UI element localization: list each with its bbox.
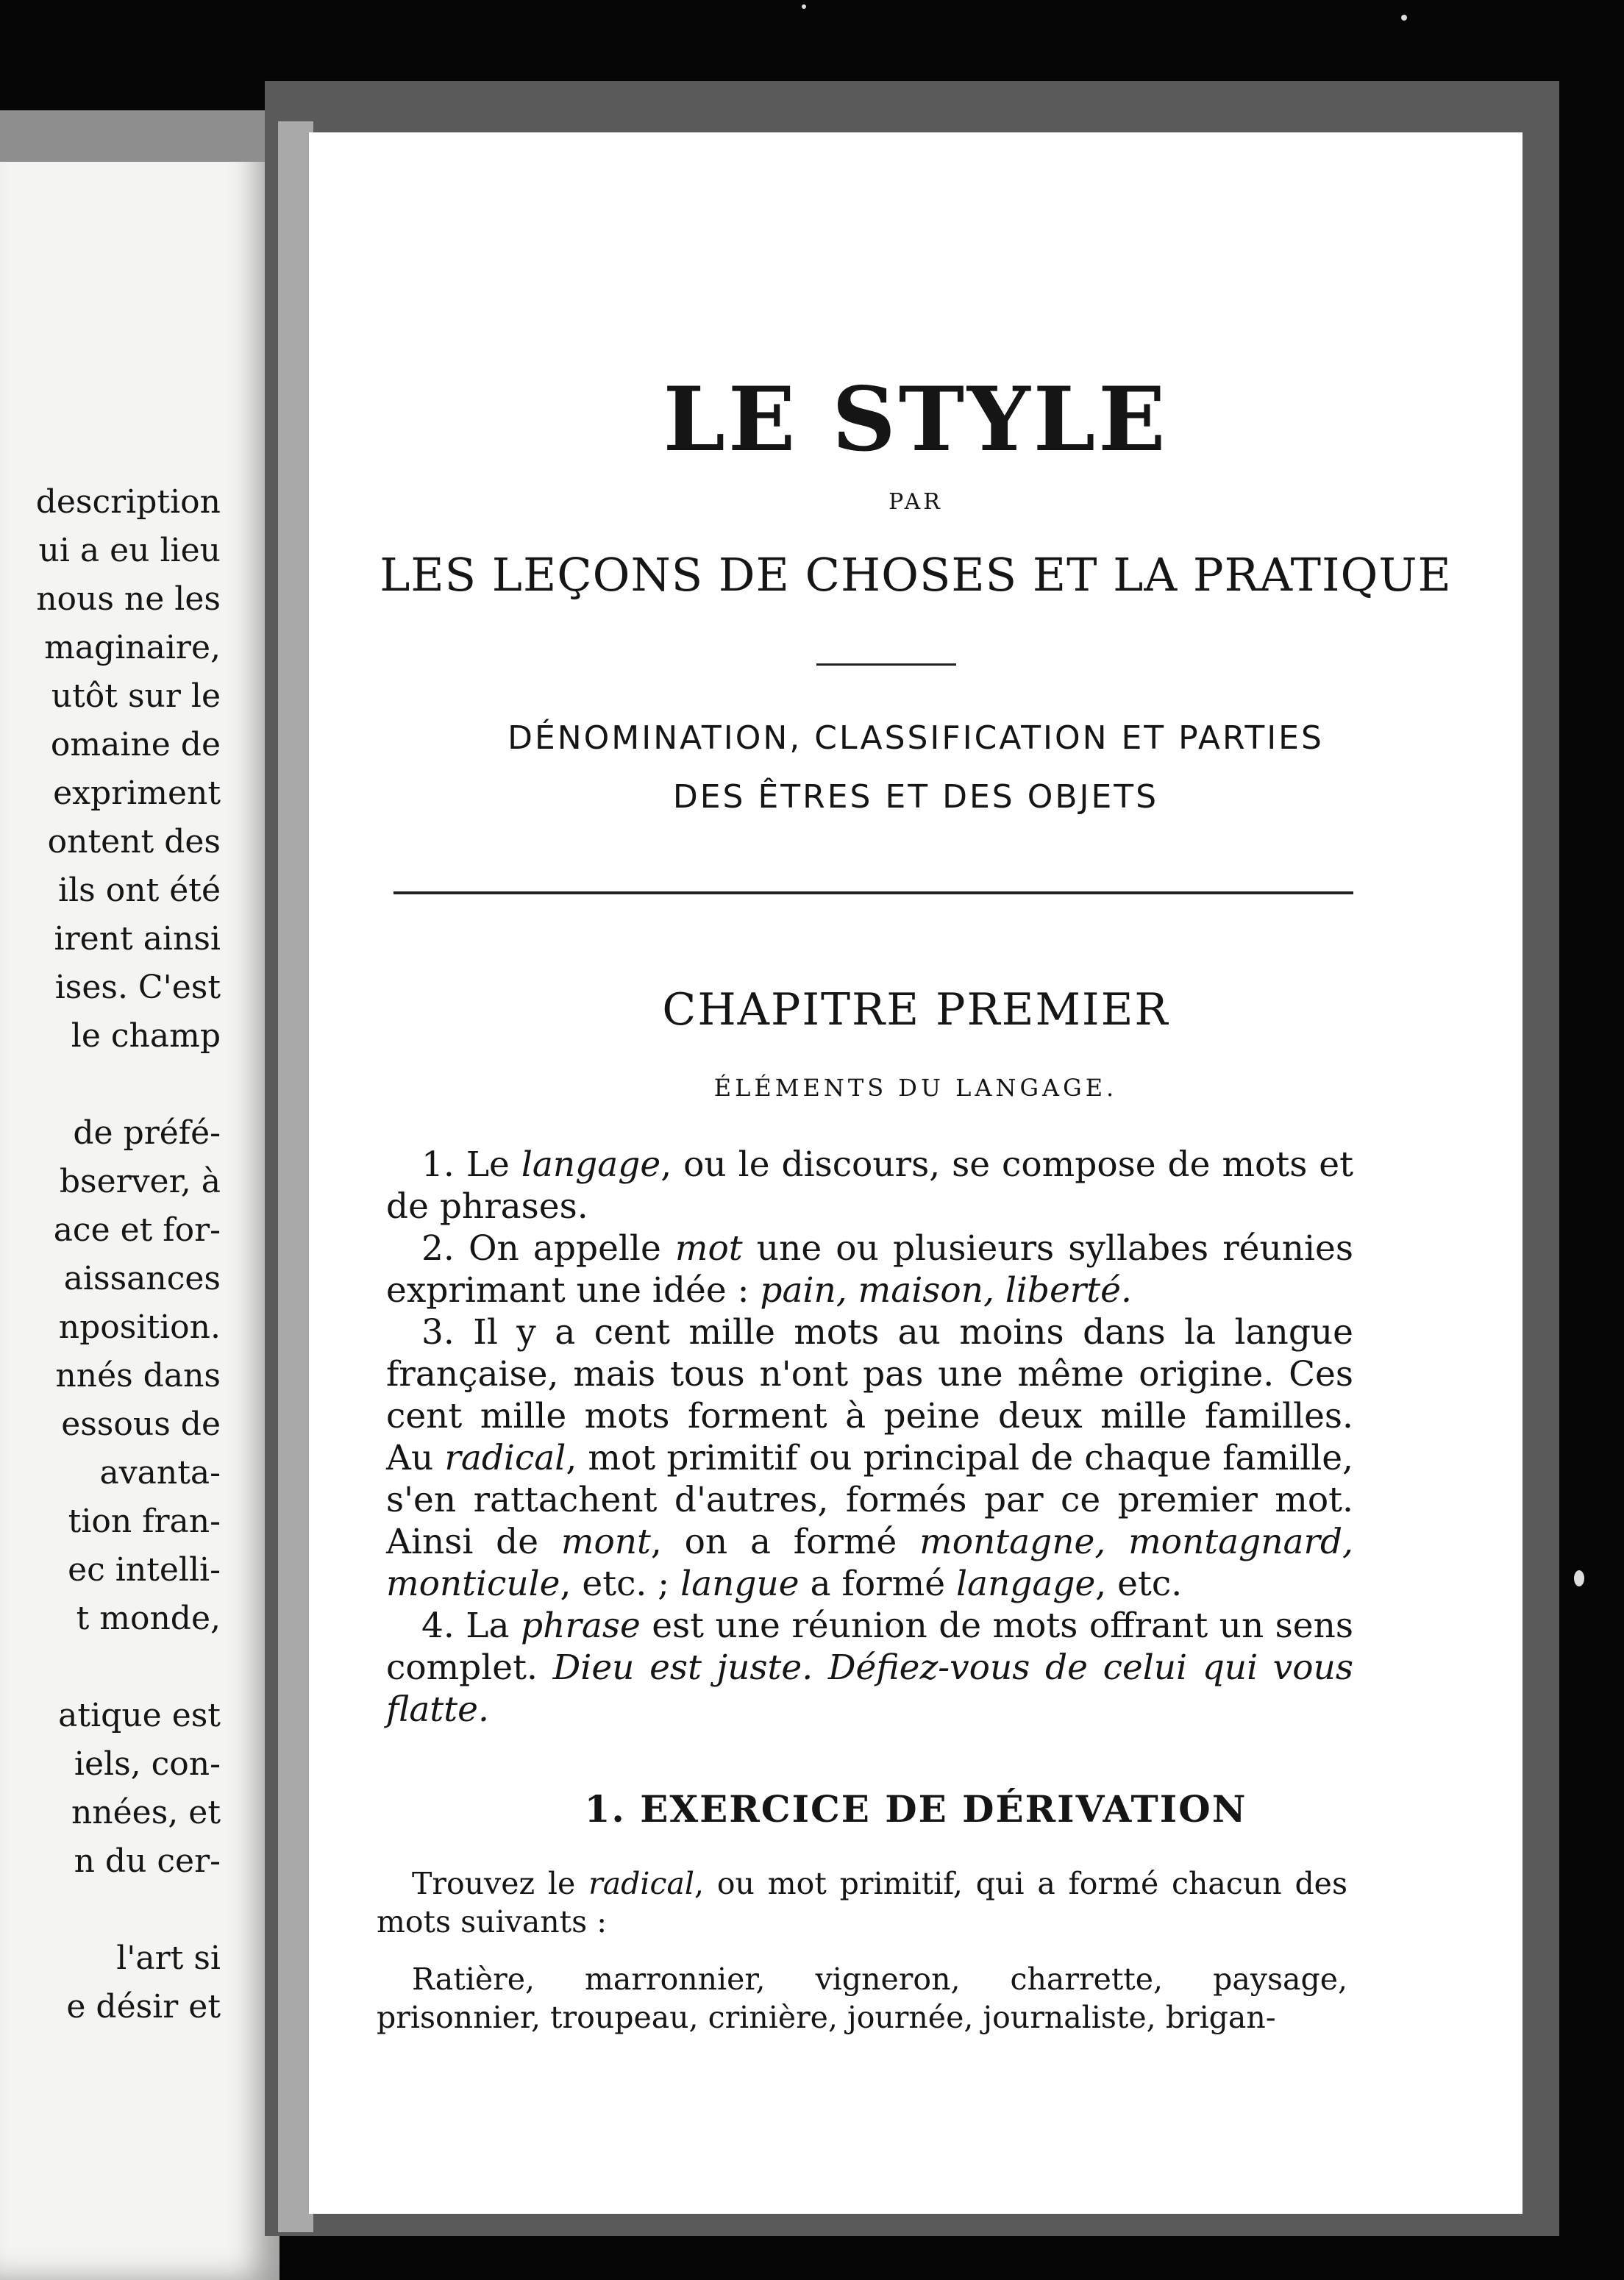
text-run: Trouvez le <box>412 1866 589 1901</box>
book-gutter <box>278 121 313 2232</box>
text-run: , on a formé <box>650 1522 920 1562</box>
paragraph-1 <box>386 1144 1353 1228</box>
text-run: 3. Il y a cent mille mots au moins dans la langue française, mais tous n'ont pas une même origine. Ces cent mille mots forment à peine deux mille familles. Au <box>386 1312 1353 1478</box>
left-page-line: ace et for- <box>53 1211 221 1249</box>
italic-term: radical <box>588 1866 695 1901</box>
scan-speck <box>1574 1570 1584 1586</box>
left-page-line: maginaire, <box>44 629 221 666</box>
italic-example: Dieu est juste. Défiez-vous de celui qui vous flatte. <box>386 1647 1353 1730</box>
left-page-line: nnées, et <box>71 1794 221 1831</box>
italic-term: langage <box>955 1564 1096 1604</box>
italic-term: montagne, montagnard, monticule <box>386 1522 1353 1604</box>
left-page-line: de préfé- <box>73 1114 221 1152</box>
chapter-body <box>386 1144 1353 1731</box>
left-page-line: ec intelli- <box>68 1551 221 1589</box>
exercise-instruction <box>377 1864 1347 1941</box>
italic-term: phrase <box>521 1606 641 1646</box>
left-page-line: atique est <box>58 1697 221 1734</box>
text-run: 4. La <box>421 1606 521 1646</box>
left-page-line: tion fran- <box>68 1503 221 1540</box>
left-page-line: bserver, à <box>59 1163 221 1200</box>
text-run: , etc. <box>1095 1564 1183 1604</box>
italic-term: mot <box>674 1228 743 1269</box>
paragraph-3 <box>386 1311 1353 1605</box>
left-page-gap <box>0 1061 221 1109</box>
left-page-line: ils ont été <box>58 872 221 909</box>
text-run: , ou mot primitif, qui a formé chacun des mots suivants : <box>377 1866 1347 1939</box>
left-page-line: t monde, <box>76 1600 221 1637</box>
exercise-word-list: Ratière, marronnier, vigneron, charrette, paysage, prisonnier, troupeau, crinière, journée, journaliste, brigan- <box>377 1962 1347 2035</box>
text-run: 2. On appelle <box>421 1228 675 1269</box>
left-page-line: ui a eu lieu <box>38 532 221 569</box>
chapter-heading: CHAPITRE PREMIER <box>662 984 1169 1036</box>
text-run: 1. Le <box>421 1144 521 1185</box>
book-title: LE STYLE <box>663 368 1169 471</box>
paragraph-2 <box>386 1228 1353 1311</box>
section-heading-line1: DÉNOMINATION, CLASSIFICATION ET PARTIES <box>508 719 1324 757</box>
left-page-line: description <box>35 483 221 521</box>
book-subtitle: LES LEÇONS DE CHOSES ET LA PRATIQUE <box>380 548 1452 602</box>
left-page-gap <box>0 1643 221 1692</box>
paragraph-4 <box>386 1605 1353 1731</box>
left-page-line: ontent des <box>47 823 221 861</box>
text-run: , etc. ; <box>560 1564 681 1604</box>
chapter-subheading: ÉLÉMENTS DU LANGAGE. <box>713 1074 1118 1102</box>
title-by: PAR <box>888 489 943 515</box>
left-page-gap <box>0 1886 221 1934</box>
exercise-body <box>377 1864 1347 2056</box>
left-page-line: ises. C'est <box>54 969 221 1006</box>
left-page-line: irent ainsi <box>54 920 221 958</box>
scan-speck <box>802 4 806 9</box>
italic-term: pain, maison, liberté. <box>760 1270 1132 1311</box>
scan-speck <box>1401 15 1407 21</box>
text-run: , ou le discours, se compose de mots et de phrases. <box>386 1144 1353 1227</box>
text-run: , mot primitif ou principal de chaque famille, s'en rattachent d'autres, formés par ce premier mot. Ainsi de <box>386 1438 1353 1562</box>
left-page-line: nposition. <box>58 1308 221 1346</box>
left-facing-page <box>0 110 279 2280</box>
italic-term: langue <box>680 1564 799 1604</box>
section-heading-line2: DES ÊTRES ET DES OBJETS <box>672 778 1159 816</box>
text-run: est une réunion de mots offrant un sens complet. <box>386 1606 1353 1688</box>
short-rule <box>816 663 956 666</box>
left-page-line: omaine de <box>50 726 221 763</box>
text-run: une ou plusieurs syllabes réunies exprimant une idée : <box>386 1228 1353 1311</box>
exercise-heading: 1. EXERCICE DE DÉRIVATION <box>584 1787 1247 1831</box>
left-page-line: le champ <box>71 1017 221 1055</box>
left-page-line: iels, con- <box>74 1745 221 1783</box>
left-page-line: expriment <box>53 774 221 812</box>
italic-term: radical <box>444 1438 566 1478</box>
left-page-line: aissances <box>63 1260 221 1297</box>
left-page-top-edge <box>0 110 279 162</box>
italic-term: mont <box>560 1522 651 1562</box>
left-page-text <box>0 478 221 2031</box>
left-page-line: l'art si <box>116 1939 221 1977</box>
left-page-line: nous ne les <box>36 580 221 618</box>
long-rule <box>393 891 1353 894</box>
text-run: a formé <box>799 1564 956 1604</box>
left-page-line: utôt sur le <box>51 677 221 715</box>
italic-term: langage <box>521 1144 661 1185</box>
left-page-line: n du cer- <box>74 1842 221 1880</box>
left-page-line: avanta- <box>99 1454 221 1492</box>
left-page-line: essous de <box>61 1406 221 1443</box>
left-page-line: nnés dans <box>55 1357 221 1394</box>
left-page-line: e désir et <box>66 1988 221 2026</box>
